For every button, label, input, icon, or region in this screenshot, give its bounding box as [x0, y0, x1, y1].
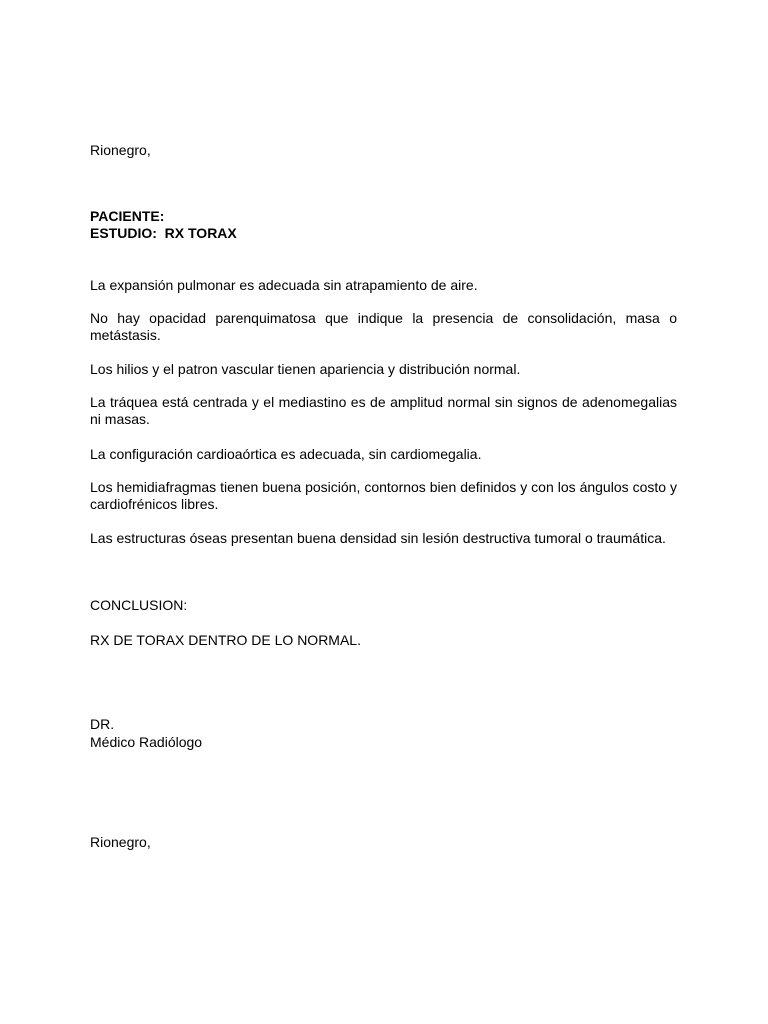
- finding-cardiac: La configuración cardioaórtica es adecuada, sin cardiomegalia.: [90, 446, 482, 462]
- signature-role: Médico Radiólogo: [90, 734, 203, 750]
- study-value: RX TORAX: [164, 225, 237, 241]
- header-place: Rionegro,: [90, 142, 151, 158]
- finding-hila: Los hilios y el patron vascular tienen apariencia y distribución normal.: [90, 361, 521, 377]
- patient-label: PACIENTE:: [90, 208, 165, 224]
- finding-lung-expansion: La expansión pulmonar es adecuada sin atrapamiento de aire.: [90, 277, 478, 293]
- study-line: [90, 225, 677, 242]
- signature-title: DR.: [90, 716, 115, 732]
- finding-trachea: La tráquea está centrada y el mediastino es de amplitud normal sin signos de adenomegalias ni masas.: [90, 394, 677, 427]
- finding-parenchyma: No hay opacidad parenquimatosa que indique la presencia de consolidación, masa o metástasis.: [90, 310, 677, 343]
- study-label: ESTUDIO:: [90, 225, 157, 241]
- conclusion-label: CONCLUSION:: [90, 597, 188, 613]
- finding-bones: Las estructuras óseas presentan buena densidad sin lesión destructiva tumoral o traumática.: [90, 530, 666, 546]
- finding-diaphragms: Los hemidiafragmas tienen buena posición, contornos bien definidos y con los ángulos costo y cardiofrénicos libres.: [90, 479, 677, 512]
- footer-place: Rionegro,: [90, 834, 151, 850]
- conclusion-text: RX DE TORAX DENTRO DE LO NORMAL.: [90, 632, 361, 648]
